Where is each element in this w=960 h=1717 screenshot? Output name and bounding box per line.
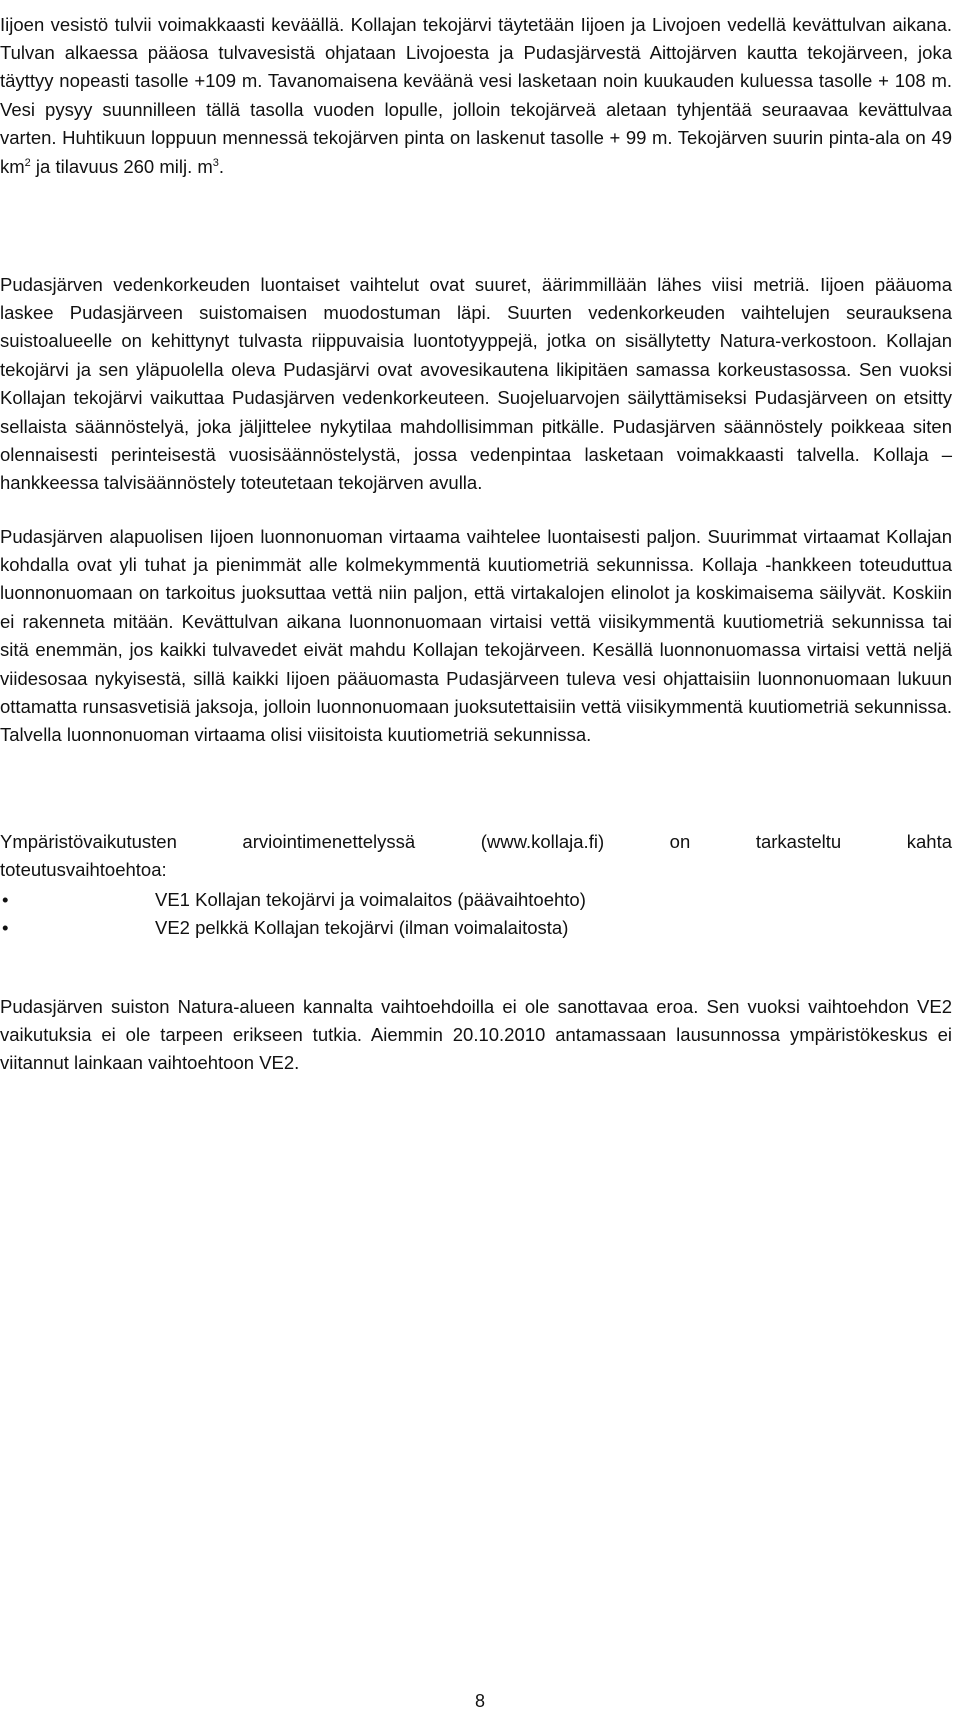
list-item [0, 914, 952, 942]
list-item [0, 886, 952, 914]
superscript-m3: 3 [212, 156, 219, 169]
paragraph-reservoir-filling-text-cont: ja tilavuus 260 milj. m [30, 155, 213, 177]
bullet-icon: • [2, 889, 9, 910]
paragraph-reservoir-filling-text: Iijoen vesistö tulvii voimakkaasti keväällä. Kollajan tekojärvi täytetään Iijoen ja Livojoen vedellä kevättulvan aikana. Tulvan alkaessa pääosa tulvavesistä ohjataan Livojoesta ja Pudasjärvestä Aittojärven kautta tekojärveen, joka täyttyy nopeasti tasolle +109 m. Tavanomaisena keväänä vesi lasketaan noin kuukauden kuluessa tasolle + 108 m. Vesi pysyy suunnilleen tällä tasolla vuoden lopulle, jolloin tekojärveä aletaan tyhjentää seuraavaa kevättulvaa varten. Huhtikuun loppuun mennessä tekojärven pinta on laskenut tasolle + 99 m. Tekojärven suurin pinta-ala on 49 km [0, 13, 952, 177]
paragraph-natura-conclusion: Pudasjärven suiston Natura-alueen kannalta vaihtoehdoilla ei ole sanottavaa eroa. Sen vuoksi vaihtoehdon VE2 vaikutuksia ei ole tarpeen erikseen tutkia. Aiemmin 20.10.2010 antamassaan lausunnossa ympäristökeskus ei viitannut lainkaan vaihtoehtoon VE2. [0, 995, 952, 1074]
paragraph-eia-intro-line-2: toteutusvaihtoehtoa: [0, 859, 167, 881]
page-number: 8 [474, 1691, 485, 1711]
alternatives-list [0, 886, 952, 943]
paragraph-eia-intro [0, 828, 952, 885]
list-item-text: VE2 pelkkä Kollajan tekojärvi (ilman voimalaitosta) [155, 917, 569, 939]
paragraph-reservoir-filling [0, 11, 952, 181]
paragraph-reservoir-filling-text-end: . [218, 155, 225, 177]
paragraph-eia-intro-line-1: Ympäristövaikutusten arviointimenettelyssä (www.kollaja.fi) on tarkasteltu kahta [0, 831, 952, 852]
superscript-km2: 2 [24, 156, 31, 169]
bullet-icon: • [2, 917, 9, 939]
paragraph-pudasjarvi-levels: Pudasjärven vedenkorkeuden luontaiset vaihtelut ovat suuret, äärimmillään lähes viisi metriä. Iijoen pääuoma laskee Pudasjärveen suistomaisen muodostuman läpi. Suurten vedenkorkeuden vaihtelujen seurauksena suistoalueelle on kehittynyt tulvasta riippuvaisia luontotyyppejä, jotka on sisällytetty Natura-verkostoon. Kollajan tekojärvi ja sen yläpuolella oleva Pudasjärvi ovat avovesikautena likipitäen samassa korkeustasossa. Sen vuoksi Kollajan tekojärvi vaikuttaa Pudasjärven vedenkorkeuteen. Suojeluarvojen säilyttämiseksi Pudasjärveen on etsitty sellaista säännöstelyä, joka jäljittelee nykytilaa mahdollisimman pitkälle. Pudasjärven säännöstely poikkeaa siten olennaisesti perinteisestä vuosisäännöstelystä, jossa vedenpintaa lasketaan voimakkaasti talvella. Kollaja –hankkeessa talvisäännöstely toteutetaan tekojärven avulla. [0, 273, 952, 494]
list-item-text: VE1 Kollajan tekojärvi ja voimalaitos (päävaihtoehto) [155, 889, 586, 910]
paragraph-river-flow: Pudasjärven alapuolisen Iijoen luonnonuoman virtaama vaihtelee luontaisesti paljon. Suurimmat virtaamat Kollajan kohdalla ovat yli tuhat ja pienimmät alle kolmekymmentä kuutiometriä sekunnissa. Kollaja -hankkeen toteuduttua luonnonuomaan on tarkoitus juoksuttaa vettä niin paljon, että virtakalojen elinolot ja koskimaisema säilyvät. Koskiin ei rakenneta mitään. Kevättulvan aikana luonnonuomaan virtaisi vettä viisikymmentä kuutiometriä sekunnissa tai sitä enemmän, jos kaikki tulvavedet eivät mahdu Kollajan tekojärveen. Kesällä luonnonuomassa virtaisi vettä neljä viidesosaa nykyisestä, sillä kaikki Iijoen pääuomasta Pudasjärveen tuleva vesi ohjattaisiin luonnonuomaan lukuun ottamatta runsasvetisiä jaksoja, jolloin luonnonuomaan juoksutettaisiin vettä viisikymmentä kuutiometriä sekunnissa. Talvella luonnonuoman virtaama olisi viisitoista kuutiometriä sekunnissa. [0, 525, 952, 746]
